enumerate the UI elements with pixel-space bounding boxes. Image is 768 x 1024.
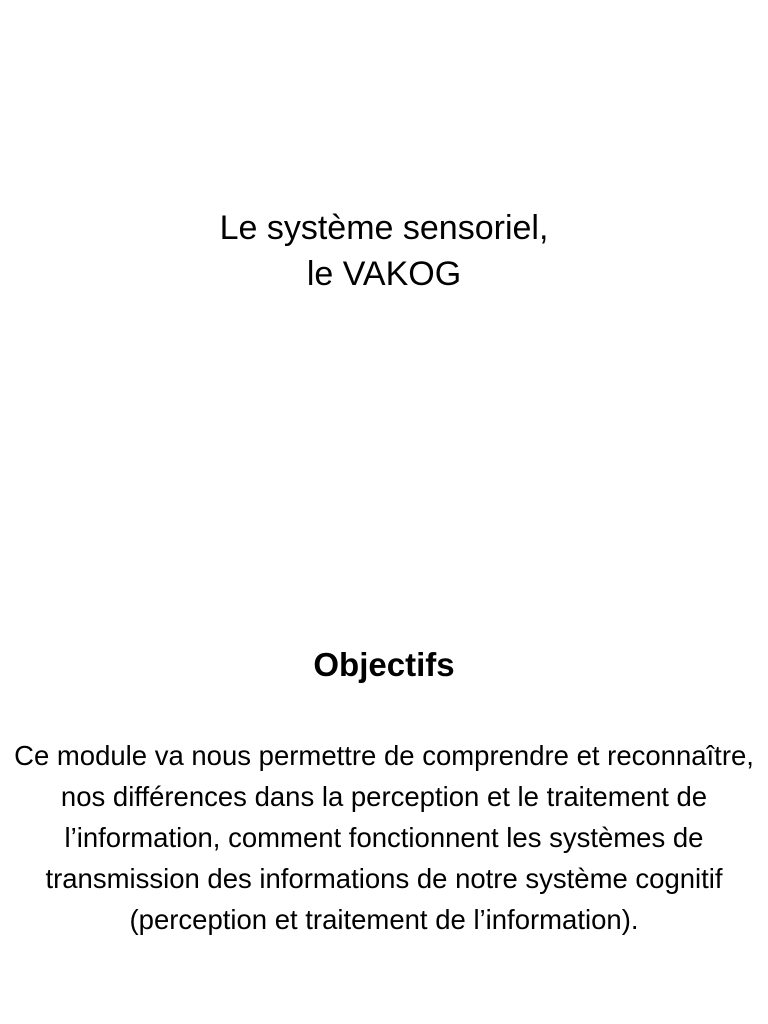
slide-title-line-2: le VAKOG <box>306 255 462 293</box>
objectives-slide <box>0 640 768 940</box>
objectives-heading: Objectifs <box>313 646 455 683</box>
title-slide <box>0 205 768 297</box>
slide-title <box>0 205 768 297</box>
slide-title-line-1: Le système sensoriel, <box>219 209 549 247</box>
objectives-paragraph: Ce module va nous permettre de comprendre et reconnaître, nos différences dans la perception et le traitement de l’information, comment fonctionnent les systèmes de transmission des informations de notre système cognitif (perception et traitement de l’information). <box>14 740 754 935</box>
